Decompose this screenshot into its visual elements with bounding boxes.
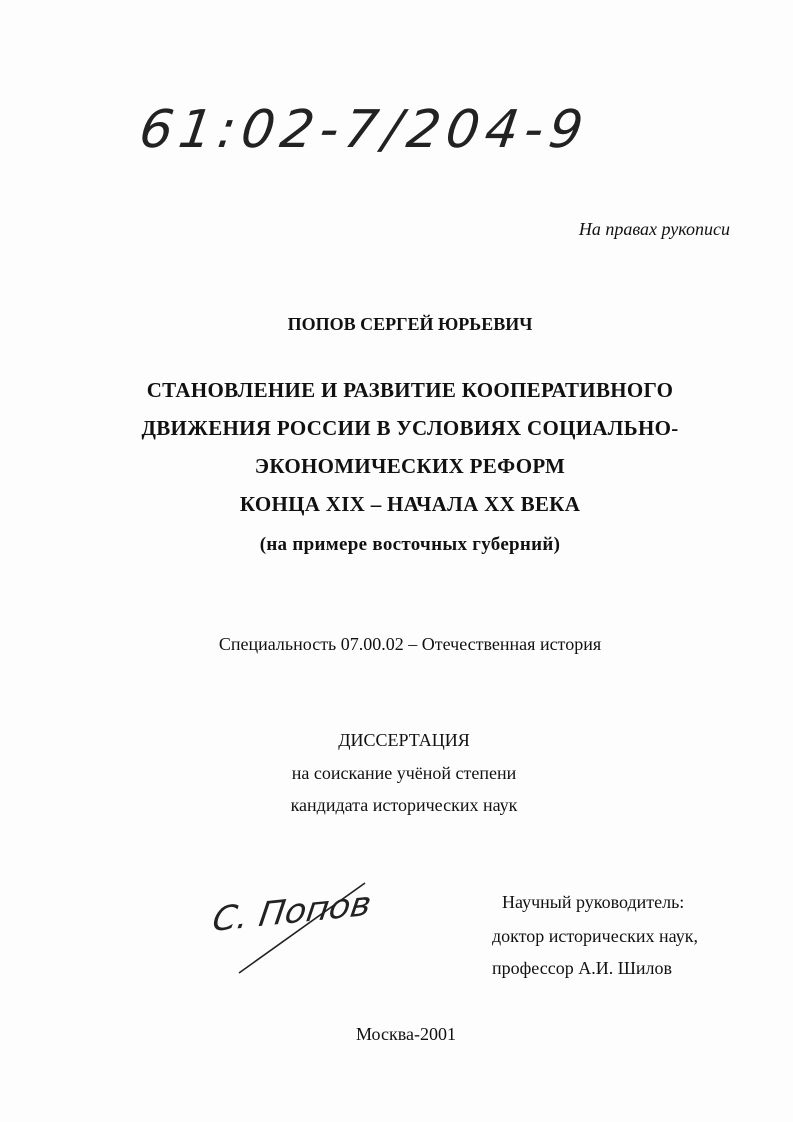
subtitle: (на примере восточных губерний) <box>259 534 561 555</box>
title-line: ДВИЖЕНИЯ РОССИИ В УСЛОВИЯХ СОЦИАЛЬНО- <box>141 416 679 440</box>
title-line: КОНЦА XIX – НАЧАЛА XX ВЕКА <box>239 492 581 516</box>
city-year: Москва-2001 <box>356 1024 456 1044</box>
work-type-line: на соискание учёной степени <box>291 763 517 783</box>
title-line: СТАНОВЛЕНИЕ И РАЗВИТИЕ КООПЕРАТИВНОГО <box>146 378 674 402</box>
title-line: ЭКОНОМИЧЕСКИХ РЕФОРМ <box>254 454 566 478</box>
specialty: Специальность 07.00.02 – Отечественная история <box>218 634 602 654</box>
work-type-line: кандидата исторических наук <box>290 795 518 815</box>
author-name: ПОПОВ СЕРГЕЙ ЮРЬЕВИЧ <box>287 314 533 334</box>
work-type-label: ДИССЕРТАЦИЯ <box>338 730 470 750</box>
rights-note: На правах рукописи <box>578 219 730 239</box>
supervisor-name: профессор А.И. Шилов <box>492 958 672 978</box>
author-signature: С. Попов <box>210 884 374 940</box>
supervisor-degree: доктор исторических наук, <box>492 926 698 946</box>
supervisor-label: Научный руководитель: <box>502 892 685 912</box>
handwritten-archive-number: 61:02-7/204-9 <box>135 100 593 160</box>
